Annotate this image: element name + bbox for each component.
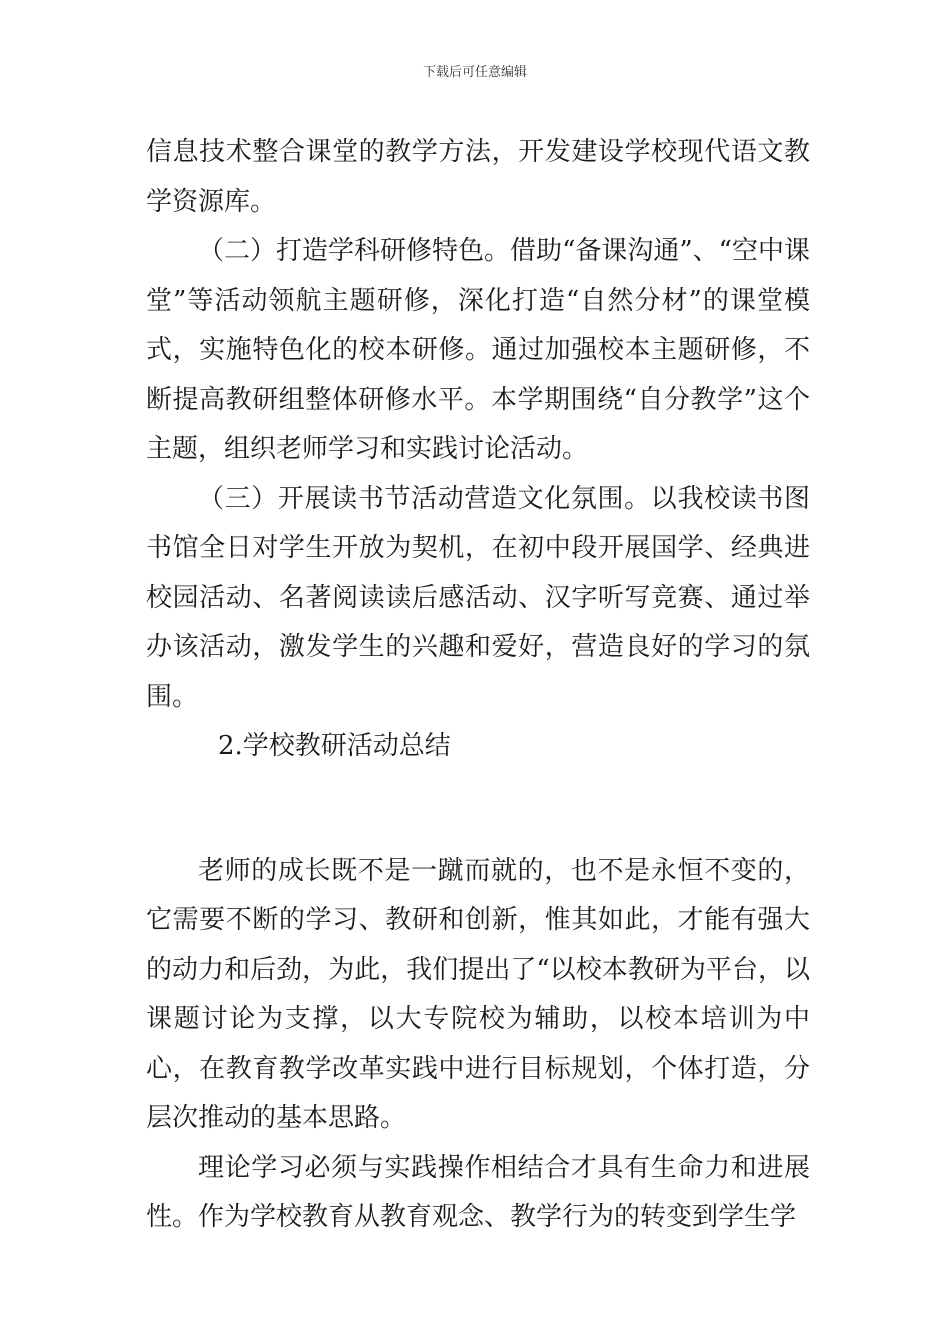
paragraph-reading-festival: （三）开展读书节活动营造文化氛围。以我校读书图书馆全日对学生开放为契机，在初中段开展国学、经典进校园活动、名著阅读读后感活动、汉字听写竞赛、通过举办该活动，激发学生的兴趣和爱好，营造良好的学习的氛围。 xyxy=(146,483,810,712)
document-body xyxy=(146,128,810,1243)
section-heading: 2.学校教研活动总结 xyxy=(218,731,451,761)
blank-gap xyxy=(146,772,810,847)
paragraph-research-feature: （二）打造学科研修特色。借助“备课沟通”、“空中课堂”等活动领航主题研修，深化打造“自然分材”的课堂模式，实施特色化的校本研修。通过加强校本主题研修，不断提高教研组整体研修水平。本学期围绕“自分教学”这个主题，组织老师学习和实践讨论活动。 xyxy=(146,236,810,464)
page-header-note: 下载后可任意编辑 xyxy=(422,65,527,80)
paragraph-teacher-growth: 老师的成长既不是一蹴而就的，也不是永恒不变的，它需要不断的学习、教研和创新，惟其如此，才能有强大的动力和后劲，为此，我们提出了“以校本教研为平台，以课题讨论为支撑，以大专院校为辅助，以校本培训为中心，在教育教学改革实践中进行目标规划，个体打造，分层次推动的基本思路。 xyxy=(146,855,810,1133)
paragraph-theory-practice: 理论学习必须与实践操作相结合才具有生命力和进展性。作为学校教育从教育观念、教学行为的转变到学生学 xyxy=(146,1152,810,1232)
paragraph-continuation: 信息技术整合课堂的教学方法，开发建设学校现代语文教学资源库。 xyxy=(146,137,810,217)
